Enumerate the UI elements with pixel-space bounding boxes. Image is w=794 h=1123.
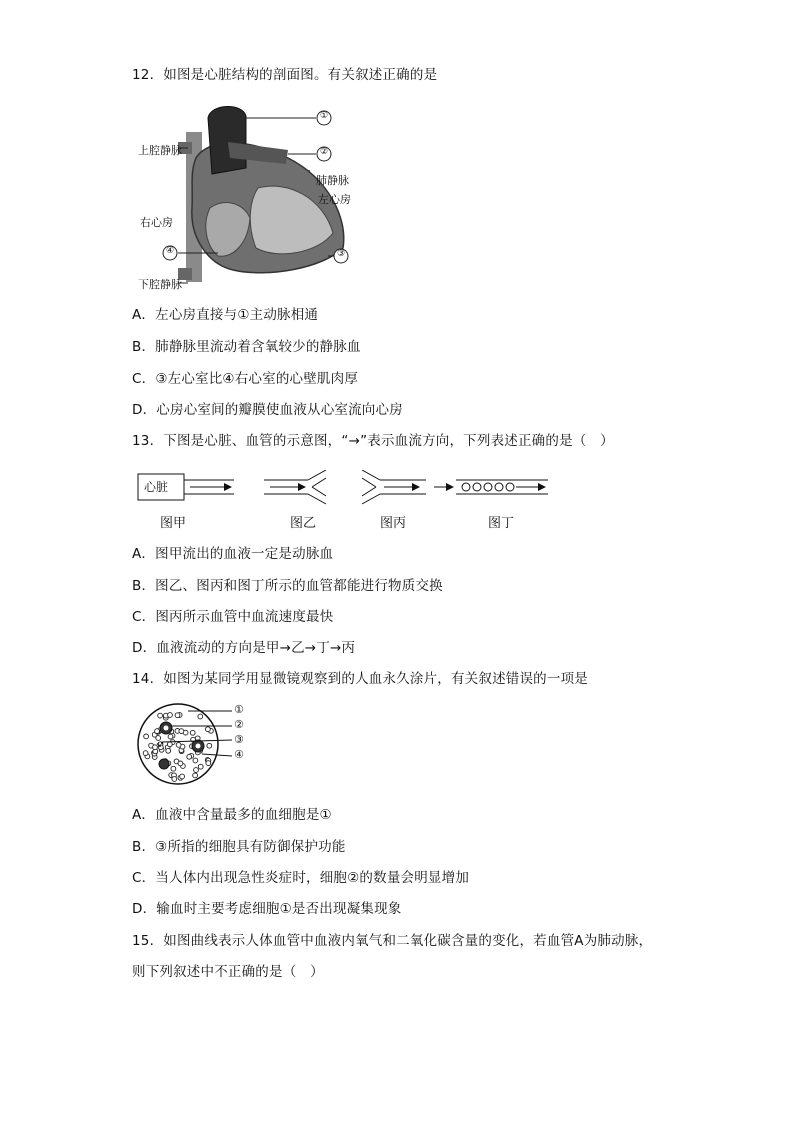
yi-branch-down (308, 494, 326, 504)
red-blood-cell (153, 745, 158, 750)
red-blood-cell (193, 773, 198, 778)
ding-cell (462, 483, 470, 491)
ding-in-arrow-head (446, 483, 454, 491)
red-blood-cell (167, 742, 172, 747)
ding-cell (484, 483, 492, 491)
platelet (157, 743, 159, 745)
smear-label-2: ② (234, 718, 244, 731)
label-left-atrium: 左心房 (318, 193, 351, 206)
ding-out-arrow-head (538, 483, 546, 491)
red-blood-cell (180, 774, 185, 779)
yi-arrow-head (298, 483, 306, 491)
caption-jia: 图甲 (160, 516, 187, 531)
platelet (159, 745, 161, 747)
red-blood-cell (175, 713, 180, 718)
q13-option-b: B．图乙、图丙和图丁所示的血管都能进行物质交换 (132, 578, 443, 594)
bing-in-up (362, 470, 380, 480)
heart-diagram (138, 98, 358, 292)
ding-cell (506, 483, 514, 491)
red-blood-cell (187, 754, 192, 759)
red-blood-cell (206, 761, 211, 766)
heart-box-label: 心脏 (144, 480, 169, 494)
q12-option-d: D．心房心室间的瓣膜使血液从心室流向心房 (132, 402, 403, 418)
bing-fork-b (362, 487, 376, 496)
red-blood-cell (172, 777, 177, 782)
vessel-svg (136, 470, 556, 506)
q14-stem: 14．如图为某同学用显微镜观察到的人血永久涂片，有关叙述错误的一项是 (132, 671, 588, 687)
red-blood-cell (168, 734, 173, 739)
red-blood-cell (193, 758, 198, 763)
red-blood-cell (155, 729, 160, 734)
yi-branch-up (308, 470, 326, 480)
q13-option-d: D．血液流动的方向是甲→乙→丁→丙 (132, 640, 356, 656)
heart-label-3: ③ (337, 249, 346, 259)
smear-label-1: ① (234, 703, 244, 716)
q14-option-c: C．当人体内出现急性炎症时，细胞②的数量会明显增加 (132, 870, 470, 886)
caption-yi: 图乙 (290, 516, 317, 531)
q12-stem: 12．如图是心脏结构的剖面图。有关叙述正确的是 (132, 67, 438, 83)
label-inferior-vena-cava: 下腔静脉 (138, 278, 182, 291)
q13-stem: 13．下图是心脏、血管的示意图，“→”表示血流方向，下列表述正确的是（ ） (132, 433, 614, 449)
q12-option-c: C．③左心室比④右心室的心壁肌肉厚 (132, 371, 359, 387)
q14-option-a: A．血液中含量最多的血细胞是① (132, 807, 332, 823)
red-blood-cell (176, 743, 181, 748)
q14-option-b: B．③所指的细胞具有防御保护功能 (132, 839, 346, 855)
caption-ding: 图丁 (488, 516, 515, 531)
wbc-nucleus (164, 726, 169, 731)
yi-fork-a (312, 478, 326, 487)
q12-option-a: A．左心房直接与①主动脉相通 (132, 307, 319, 323)
red-blood-cell (168, 713, 173, 718)
red-blood-cell (143, 751, 148, 756)
red-blood-cell (194, 768, 199, 773)
red-blood-cell (144, 734, 149, 739)
q15-stem-line-2: 则下列叙述中不正确的是（ ） (132, 964, 324, 980)
red-blood-cell (171, 766, 176, 771)
red-blood-cell (198, 714, 203, 719)
yi-fork-b (312, 487, 326, 496)
heart-label-4: ④ (166, 246, 175, 256)
ding-cell (473, 483, 481, 491)
heart-label-1: ① (320, 111, 329, 121)
bing-in-down (362, 494, 380, 504)
bing-arrow-head (412, 483, 420, 491)
q14-option-d: D．输血时主要考虑细胞①是否出现凝集现象 (132, 901, 402, 917)
bing-fork-a (362, 478, 376, 487)
aorta-shape (208, 106, 246, 174)
red-blood-cell (207, 743, 212, 748)
smear-label-4: ④ (234, 748, 244, 761)
q13-option-a: A．图甲流出的血液一定是动脉血 (132, 546, 334, 562)
smear-label-3: ③ (234, 733, 244, 746)
wbc-nucleus (196, 744, 201, 749)
vessel-diagrams (136, 470, 556, 530)
red-blood-cell (178, 761, 183, 766)
caption-bing: 图丙 (380, 516, 407, 531)
red-blood-cell (158, 713, 163, 718)
q15-stem-line-1: 15．如图曲线表示人体血管中血液内氧气和二氧化碳含量的变化，若血管A为肺动脉， (132, 933, 653, 949)
q12-option-b: B．肺静脉里流动着含氧较少的静脉血 (132, 339, 361, 355)
red-blood-cell (190, 730, 195, 735)
red-blood-cell (179, 729, 184, 734)
white-blood-cell (159, 759, 169, 769)
red-blood-cell (206, 727, 211, 732)
blood-smear-diagram (136, 700, 256, 790)
red-blood-cell (166, 748, 171, 753)
label-pulmonary-vein: 肺静脉 (316, 174, 349, 187)
ding-cell (495, 483, 503, 491)
heart-label-2: ② (320, 147, 329, 157)
red-blood-cell (198, 764, 203, 769)
jia-arrow-head (224, 483, 232, 491)
red-blood-cell (156, 736, 161, 741)
label-superior-vena-cava: 上腔静脉 (138, 144, 182, 157)
label-right-atrium: 右心房 (140, 216, 173, 229)
q13-option-c: C．图丙所示血管中血流速度最快 (132, 609, 334, 625)
